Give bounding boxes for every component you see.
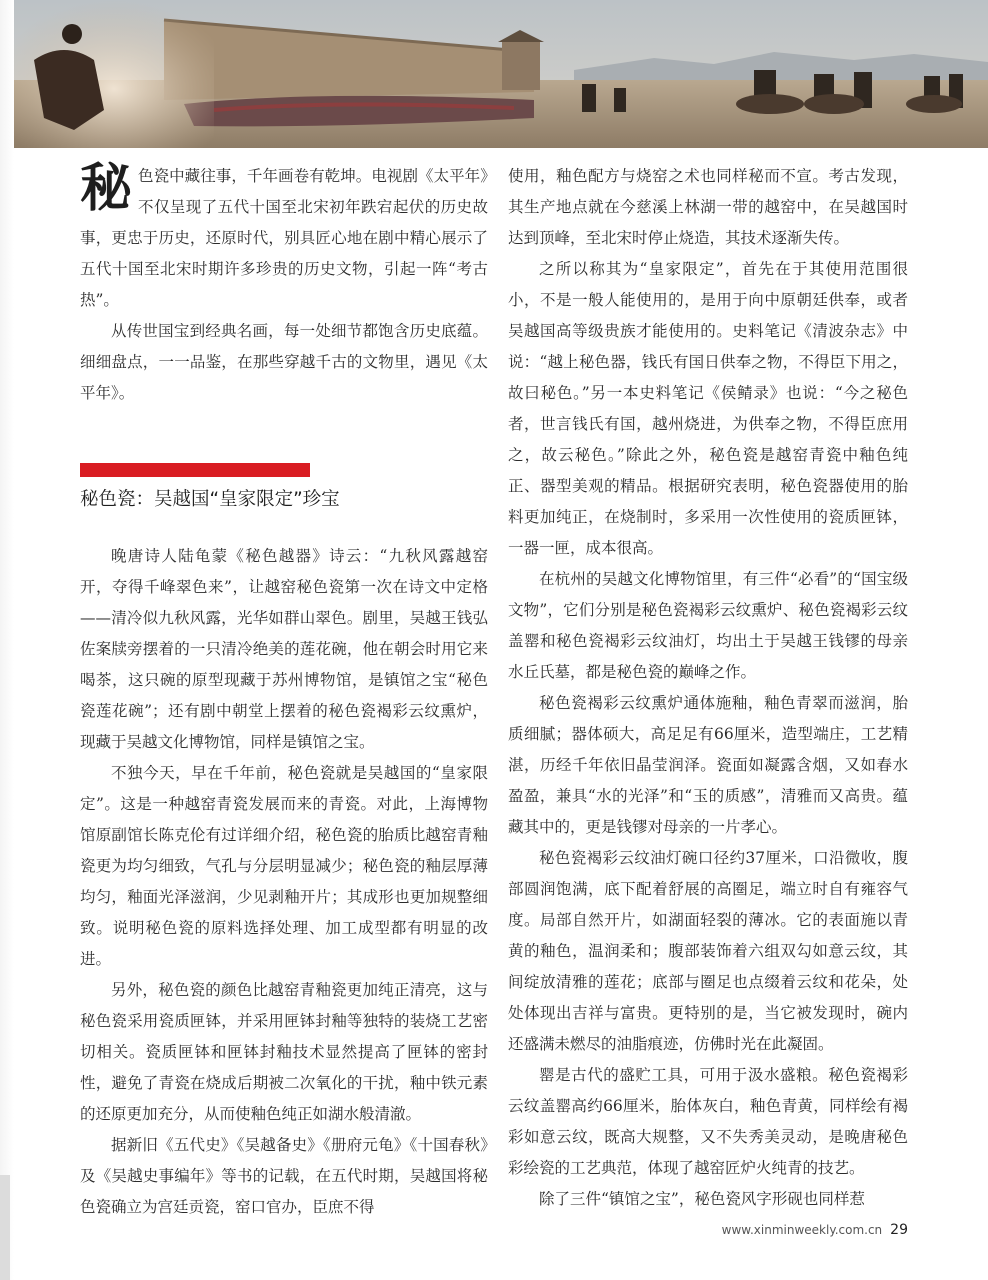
section-title: 秘色瓷：吴越国“皇家限定”珍宝 [80, 489, 340, 510]
intro-paragraph-2: 从传世国宝到经典名画，每一处细节都饱含历史底蕴。细细盘点，一一品鉴，在那些穿越千古的文物里，遇见《太平年》。 [80, 322, 488, 402]
page-footer [600, 1222, 908, 1246]
body-paragraph: 在杭州的吴越文化博物馆里，有三件“必看”的“国宝级文物”，它们分别是秘色瓷褐彩云纹熏炉、秘色瓷褐彩云纹盖罂和秘色瓷褐彩云纹油灯，均出土于吴越王钱镠的母亲水丘氏墓，都是秘色瓷的巅峰之作。 [508, 570, 908, 681]
page-number: 29 [890, 1222, 908, 1238]
section-header [80, 463, 488, 515]
drop-cap: 秘 [80, 158, 133, 219]
hero-film-still [14, 0, 988, 148]
article-column-left [80, 158, 488, 1223]
intro-paragraph-text: 色瓷中藏往事，千年画卷有乾坤。电视剧《太平年》不仅呈现了五代十国至北宋初年跌宕起伏的历史故事，更忠于历史，还原时代，别具匠心地在剧中精心展示了五代十国至北宋时期许多珍贵的历史文物，引起一阵“考古热”。 [80, 167, 488, 309]
left-body [80, 541, 488, 1223]
body-paragraph: 另外，秘色瓷的颜色比越窑青釉瓷更加纯正清亮，这与秘色瓷采用瓷质匣钵，并采用匣钵封釉等独特的装烧工艺密切相关。瓷质匣钵和匣钵封釉技术显然提高了匣钵的密封性，避免了青瓷在烧成后期被二次氧化的干扰，釉中铁元素的还原更加充分，从而使釉色纯正如湖水般清澈。 [80, 981, 488, 1123]
page-edge-tab [0, 1175, 10, 1280]
body-paragraph: 不独今天，早在千年前，秘色瓷就是吴越国的“皇家限定”。这是一种越窑青瓷发展而来的青瓷。对此，上海博物馆原副馆长陈克伦有过详细介绍，秘色瓷的胎质比越窑青釉瓷更为均匀细致，气孔与分层明显减少；秘色瓷的釉层厚薄均匀，釉面光泽滋润，少见剥釉开片；其成形也更加规整细致。说明秘色瓷的原料选择处理、加工成型都有明显的改进。 [80, 764, 488, 968]
footer-url[interactable]: www.xinminweekly.com.cn [721, 1223, 883, 1237]
section-accent-bar [80, 463, 310, 477]
article-column-right [508, 161, 908, 1215]
body-paragraph: 晚唐诗人陆龟蒙《秘色越器》诗云：“九秋风露越窑开，夺得千峰翠色来”，让越窑秘色瓷第一次在诗文中定格——清冷似九秋风露，光华如群山翠色。剧里，吴越王钱弘佐案牍旁摆着的一只清冷绝美的莲花碗，他在朝会时用它来喝茶，这只碗的原型现藏于苏州博物馆，是镇馆之宝“秘色瓷莲花碗”；还有剧中朝堂上摆着的秘色瓷褐彩云纹熏炉，现藏于吴越文化博物馆，同样是镇馆之宝。 [80, 547, 488, 751]
body-paragraph: 秘色瓷褐彩云纹熏炉通体施釉，釉色青翠而滋润，胎质细腻；器体硕大，高足足有66厘米，造型端庄，工艺精湛，历经千年依旧晶莹润泽。瓷面如凝露含烟，又如春水盈盈，兼具“水的光泽”和“玉的质感”，清雅而又高贵。蕴藏其中的，更是钱镠对母亲的一片孝心。 [508, 694, 908, 836]
body-paragraph: 秘色瓷褐彩云纹油灯碗口径约37厘米，口沿微收，腹部圆润饱满，底下配着舒展的高圈足，端立时自有雍容气度。局部自然开片，如湖面轻裂的薄冰。它的表面施以青黄的釉色，温润柔和；腹部装饰着六组双勾如意云纹，其间绽放清雅的莲花；底部与圈足也点缀着云纹和花朵，处处体现出吉祥与富贵。更特别的是，当它被发现时，碗内还盛满未燃尽的油脂痕迹，仿佛时光在此凝固。 [508, 849, 908, 1053]
body-paragraph: 之所以称其为“皇家限定”，首先在于其使用范围很小，不是一般人能使用的，是用于向中原朝廷供奉，或者吴越国高等级贵族才能使用的。史料笔记《清波杂志》中说：“越上秘色器，钱氏有国日供奉之物，不得臣下用之，故曰秘色。”另一本史料笔记《侯鲭录》也说：“今之秘色者，世言钱氏有国，越州烧进，为供奉之物，不得臣庶用之，故云秘色。”除此之外，秘色瓷是越窑青瓷中釉色纯正、器型美观的精品。根据研究表明，秘色瓷器使用的胎料更加纯正，在烧制时，多采用一次性使用的瓷质匣钵，一器一匣，成本很高。 [508, 260, 908, 557]
body-paragraph: 据新旧《五代史》《吴越备史》《册府元龟》《十国春秋》及《吴越史事编年》等书的记载，在五代时期，吴越国将秘色瓷确立为宫廷贡瓷，窑口官办，臣庶不得 [80, 1136, 488, 1216]
intro-paragraph [80, 158, 488, 316]
body-paragraph-continued: 使用，釉色配方与烧窑之术也同样秘而不宣。考古发现，其生产地点就在今慈溪上林湖一带的越窑中，在吴越国时达到顶峰，至北宋时停止烧造，其技术逐渐失传。 [508, 167, 908, 247]
page-spine-margin [0, 0, 14, 1280]
body-paragraph: 罂是古代的盛贮工具，可用于汲水盛粮。秘色瓷褐彩云纹盖罂高约66厘米，胎体灰白，釉色青黄，同样绘有褐彩如意云纹，既高大规整，又不失秀美灵动，是晚唐秘色彩绘瓷的工艺典范，体现了越窑匠炉火纯青的技艺。 [508, 1066, 908, 1177]
body-paragraph: 除了三件“镇馆之宝”，秘色瓷风字形砚也同样惹 [539, 1190, 865, 1208]
